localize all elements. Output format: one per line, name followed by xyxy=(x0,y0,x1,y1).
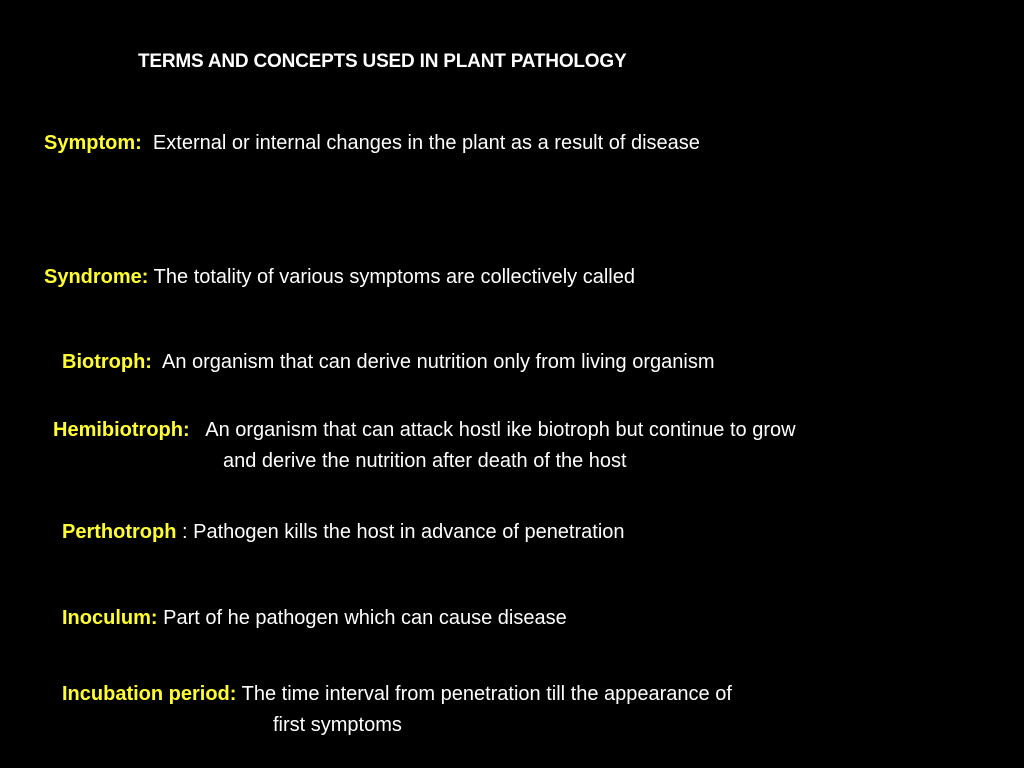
definition-symptom: External or internal changes in the plant as a result of disease xyxy=(152,132,700,154)
definition-syndrome: The totality of various symptoms are collectively called xyxy=(153,266,635,288)
entry-hemibiotroph xyxy=(53,415,796,446)
entry-perthotroph xyxy=(62,517,625,548)
term-symptom: Symptom: xyxy=(44,132,142,154)
term-syndrome: Syndrome: xyxy=(44,266,149,288)
definition-incubation-period-cont: first symptoms xyxy=(273,714,402,736)
term-incubation-period: Incubation period: xyxy=(62,683,237,705)
entry-incubation-period xyxy=(62,679,732,710)
entry-syndrome xyxy=(44,262,635,293)
definition-perthotroph: : Pathogen kills the host in advance of penetration xyxy=(182,521,625,543)
slide-title: TERMS AND CONCEPTS USED IN PLANT PATHOLOGY xyxy=(138,51,627,72)
term-perthotroph: Perthotroph xyxy=(62,521,177,543)
term-hemibiotroph: Hemibiotroph: xyxy=(53,419,190,441)
definition-biotroph: An organism that can derive nutrition only from living organism xyxy=(162,351,715,373)
term-inoculum: Inoculum: xyxy=(62,607,158,629)
definition-hemibiotroph: An organism that can attack hostl ike biotroph but continue to grow xyxy=(205,419,796,441)
definition-hemibiotroph-cont: and derive the nutrition after death of the host xyxy=(223,450,627,472)
definition-incubation-period: The time interval from penetration till the appearance of xyxy=(241,683,732,705)
entry-inoculum xyxy=(62,603,567,634)
definition-inoculum: Part of he pathogen which can cause disease xyxy=(163,607,567,629)
term-biotroph: Biotroph: xyxy=(62,351,152,373)
entry-biotroph xyxy=(62,347,714,378)
entry-symptom xyxy=(44,128,700,159)
